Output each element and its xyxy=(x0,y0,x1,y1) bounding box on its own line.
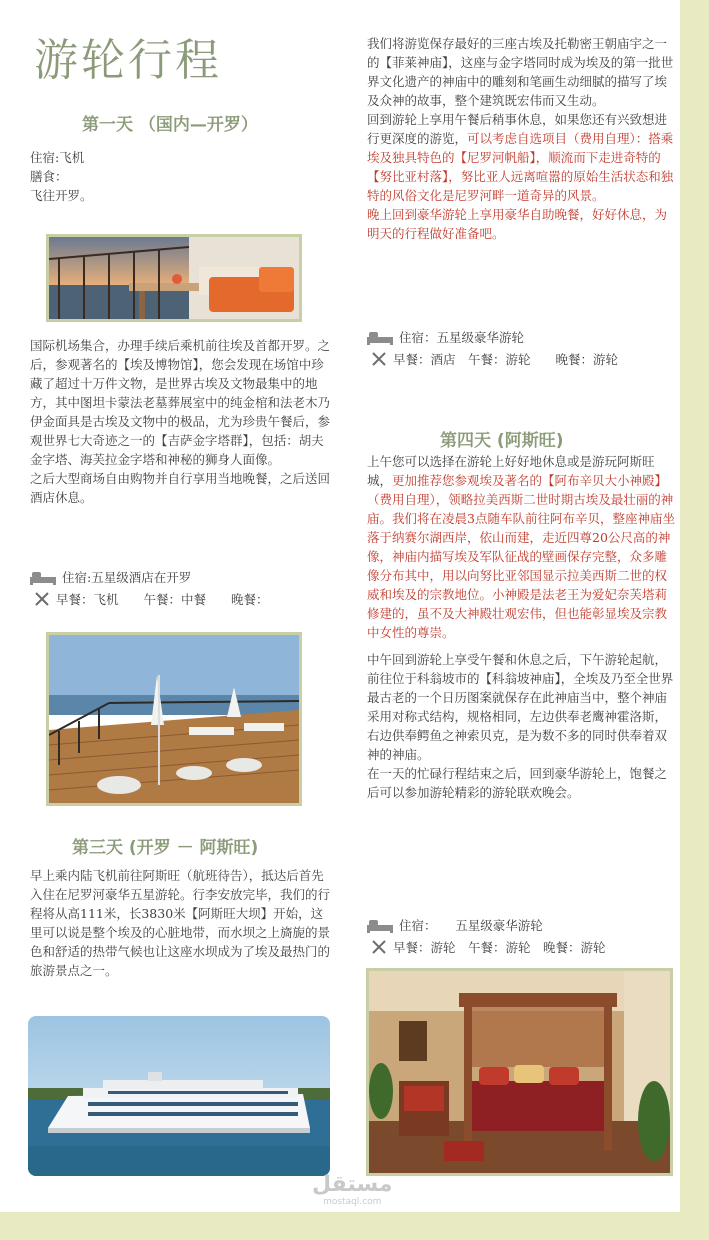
day3-cont-text-2: 回到游轮上享用午餐后稍事休息，如果您还有兴致想进行更深度的游览， xyxy=(367,112,668,146)
day3-stay: 住宿：五星级豪华游轮 xyxy=(399,330,525,345)
day1-stay-row xyxy=(30,568,191,588)
day3-stay-row xyxy=(367,328,524,348)
watermark-text: مستقل xyxy=(312,1172,393,1197)
bed-icon xyxy=(367,917,393,936)
day1-heading: 第一天 （国内—开罗） xyxy=(82,115,258,135)
fork-knife-icon xyxy=(371,939,387,958)
photo-cruise-ship xyxy=(28,1016,330,1176)
day1-body-text-2: 之后大型商场自由购物并自行享用当地晚餐，之后送回酒店休息。 xyxy=(30,471,331,505)
day1-meals: 早餐：飞机 午餐：中餐 晚餐： xyxy=(56,592,269,607)
watermark-sub: mostaql.com xyxy=(323,1197,382,1207)
day4-meal-row xyxy=(371,938,606,958)
photo-cabin-bedroom xyxy=(366,968,673,1176)
day4-stay-row xyxy=(367,916,543,936)
day4-meals: 早餐：游轮 午餐：游轮 晚餐：游轮 xyxy=(393,940,606,955)
watermark-logo xyxy=(312,1172,392,1207)
day3-meal-row xyxy=(371,350,618,370)
day3-meals: 早餐：酒店 午餐：游轮 晚餐：游轮 xyxy=(393,352,619,367)
day3-body-text: 早上乘内陆飞机前往阿斯旺（航班待告），抵达后首先入住在尼罗河豪华五星游轮。行李安放完毕，我们的行程将从高111米，长3830米【阿斯旺大坝】开始，这里可以说是整个埃及的心脏地带，而水坝之上旖旎的景色和舒适的热带气候也让这座水坝成为了埃及最热门的旅游景点之一。 xyxy=(30,868,331,978)
day4-abu-simbel: 更加推荐您参观埃及著名的【阿布辛贝大小神殿】（费用自理），领略拉美西斯二世时期古埃及最壮丽的神庙。我们将在凌晨3点随车队前往阿布辛贝，整座神庙坐落于纳赛尔湖西岸，依山而建，走近四尊20公尺高的神像，神庙内描写埃及军队征战的壁画保存完整，众多雕像分布其中，用以向努比亚邻国显示拉美西斯二世的权威和埃及的宗教地位。小神殿是法老王为爱妃奈芙塔莉修建的，虽不及大神殿壮观宏伟，但也能彰显埃及宗教中女性的尊崇。 xyxy=(367,473,675,640)
day3-optional-tour: 可以考虑自选项目（费用自理）：搭乘埃及独具特色的【尼罗河帆船】，顺流而下走进奇特的【努比亚村落】，努比亚人远离喧嚣的原始生活状态和独特的风俗文化是尼罗河畔一道奇异的风景。 xyxy=(367,131,674,203)
day1-fly-line: 飞往开罗。 xyxy=(30,188,93,203)
day3-evening: 晚上回到豪华游轮上享用豪华自助晚餐，好好休息，为明天的行程做好准备吧。 xyxy=(367,207,668,241)
day4-stay: 住宿： 五星级豪华游轮 xyxy=(399,918,543,933)
day1-meal-row xyxy=(34,590,269,610)
bed-icon xyxy=(30,569,56,588)
day4-body-text: 中午回到游轮上享受午餐和休息之后，下午游轮起航，前往位于科翁坡市的【科翁坡神庙】，全埃及乃至全世界最古老的一个日历图案就保存在此神庙当中，整个神庙采用对称式结构，规格相同，左边供奉老鹰神霍洛斯，右边供奉鳄鱼之神索贝克，是为数不多的同时供奉着双神的神庙。 xyxy=(367,652,674,762)
bottom-decor-band xyxy=(0,1212,709,1240)
day1-stay-label: 住宿:飞机 xyxy=(30,150,85,165)
day3-continued xyxy=(367,34,675,243)
day3-cont-text: 我们将游览保存最好的三座古埃及托勒密王朝庙宇之一的【菲莱神庙】，这座与金字塔同时成为埃及的第一批世界文化遗产的神庙中的雕刻和笔画生动细腻的描写了埃及众神的故事，整个建筑既宏伟而又生动。 xyxy=(367,36,674,108)
day4-intro: 上午您可以选择在游轮上好好地休息或是游玩阿斯旺城， xyxy=(367,454,655,488)
day3-heading: 第三天 (开罗 － 阿斯旺) xyxy=(72,838,259,858)
day1-body xyxy=(30,336,335,507)
fork-knife-icon xyxy=(34,591,50,610)
page-title: 游轮行程 xyxy=(34,35,222,86)
bed-icon xyxy=(367,329,393,348)
fork-knife-icon xyxy=(371,351,387,370)
day1-meal-label: 膳食： xyxy=(30,169,68,184)
day1-pre xyxy=(30,148,330,205)
day1-stay: 住宿:五星级酒店在开罗 xyxy=(62,570,192,585)
day4-body xyxy=(367,452,675,802)
right-decor-band xyxy=(680,0,709,1240)
day4-body-text-2: 在一天的忙碌行程结束之后，回到豪华游轮上，饱餐之后可以参加游轮精彩的游轮联欢晚会。 xyxy=(367,766,668,800)
day3-body xyxy=(30,866,335,980)
day4-heading: 第四天 (阿斯旺) xyxy=(440,431,564,451)
day1-body-text: 国际机场集合，办理手续后乘机前往埃及首都开罗。之后，参观著名的【埃及博物馆】，您会发现在场馆中珍藏了超过十万件文物，是世界古埃及文物最集中的地方，其中图坦卡蒙法老墓葬展室中的纯金棺和法老木乃伊金面具是古埃及文物中的极品，尤为珍贵午餐后，参观世界七大奇迹之一的【吉萨金字塔群】，包括：胡夫金字塔、海芙拉金字塔和神秘的狮身人面像。 xyxy=(30,338,331,467)
photo-sunset-lounge xyxy=(46,234,302,322)
photo-sun-deck xyxy=(46,632,302,806)
